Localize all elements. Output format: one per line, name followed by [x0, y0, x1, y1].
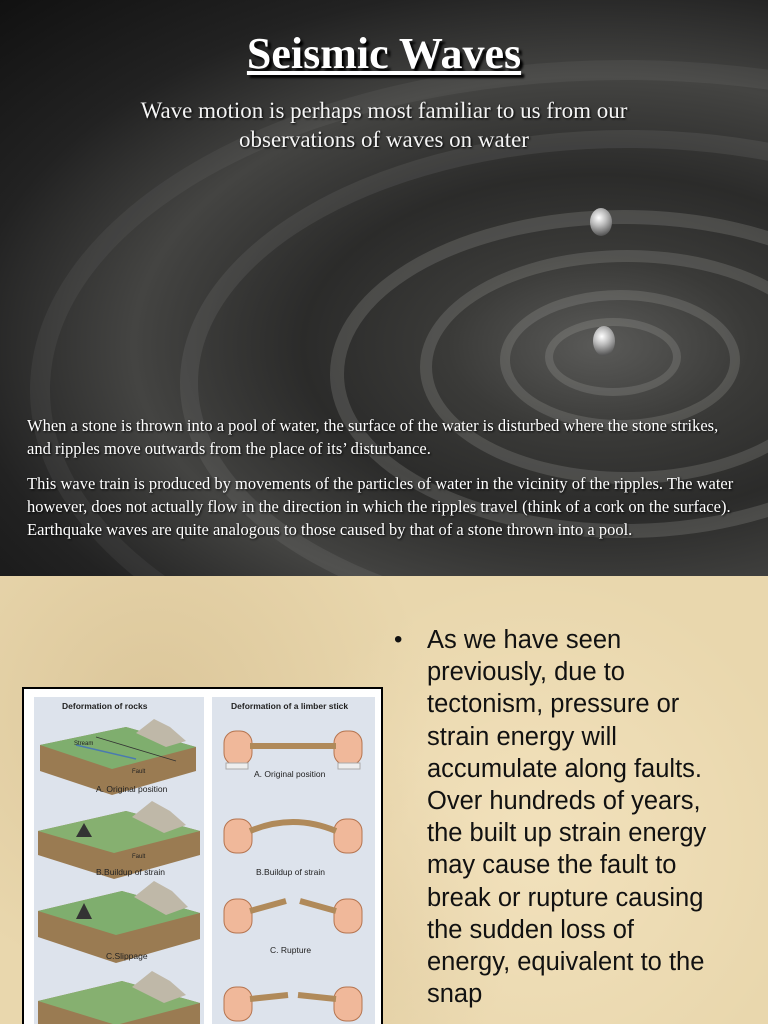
- rocks-caption-b: B.Buildup of strain: [96, 867, 165, 877]
- fault-label: Fault: [132, 854, 146, 860]
- bullet-strain-energy: As we have seen previously, due to tectonism, pressure or strain energy will accumulate along faults. Over hundreds of years, the built up strain energy may cause the fault to break or rupture causing the sudden loss of energy, equivalent to the snap: [427, 626, 707, 1009]
- rocks-heading: Deformation of rocks: [62, 701, 148, 711]
- stream-label: Stream: [74, 741, 94, 747]
- stick-heading: Deformation of a limber stick: [231, 701, 349, 711]
- slide-fault-strain: [0, 576, 768, 1024]
- bullet-marker: •: [394, 626, 403, 653]
- stick-caption-a: A. Original position: [254, 769, 326, 779]
- slide-subtitle: Wave motion is perhaps most familiar to us from our observations of waves on water: [140, 98, 628, 152]
- paragraph-wave-train: This wave train is produced by movements of the particles of water in the vicinity of the ripples. The water however, does not actually flow in the direction in which the ripples travel (think of a cork on the surface). Earthquake waves are quite analogous to those caused by that of a stone thrown into a pool.: [27, 474, 734, 539]
- rocks-caption-a: A. Original position: [96, 784, 168, 794]
- water-drop: [590, 208, 612, 236]
- slide-title: Seismic Waves: [246, 29, 522, 78]
- paragraph-stone: When a stone is thrown into a pool of water, the surface of the water is disturbed where the stone strikes, and ripples move outwards from the place of its’ disturbance.: [27, 416, 719, 458]
- stick-caption-b: B.Buildup of strain: [256, 867, 325, 877]
- rocks-caption-c: C.Slippage: [106, 951, 148, 961]
- fault-label: Fault: [132, 769, 146, 775]
- deformation-figure: [22, 687, 383, 1024]
- stick-caption-c: C. Rupture: [270, 945, 312, 955]
- water-drop: [593, 326, 615, 356]
